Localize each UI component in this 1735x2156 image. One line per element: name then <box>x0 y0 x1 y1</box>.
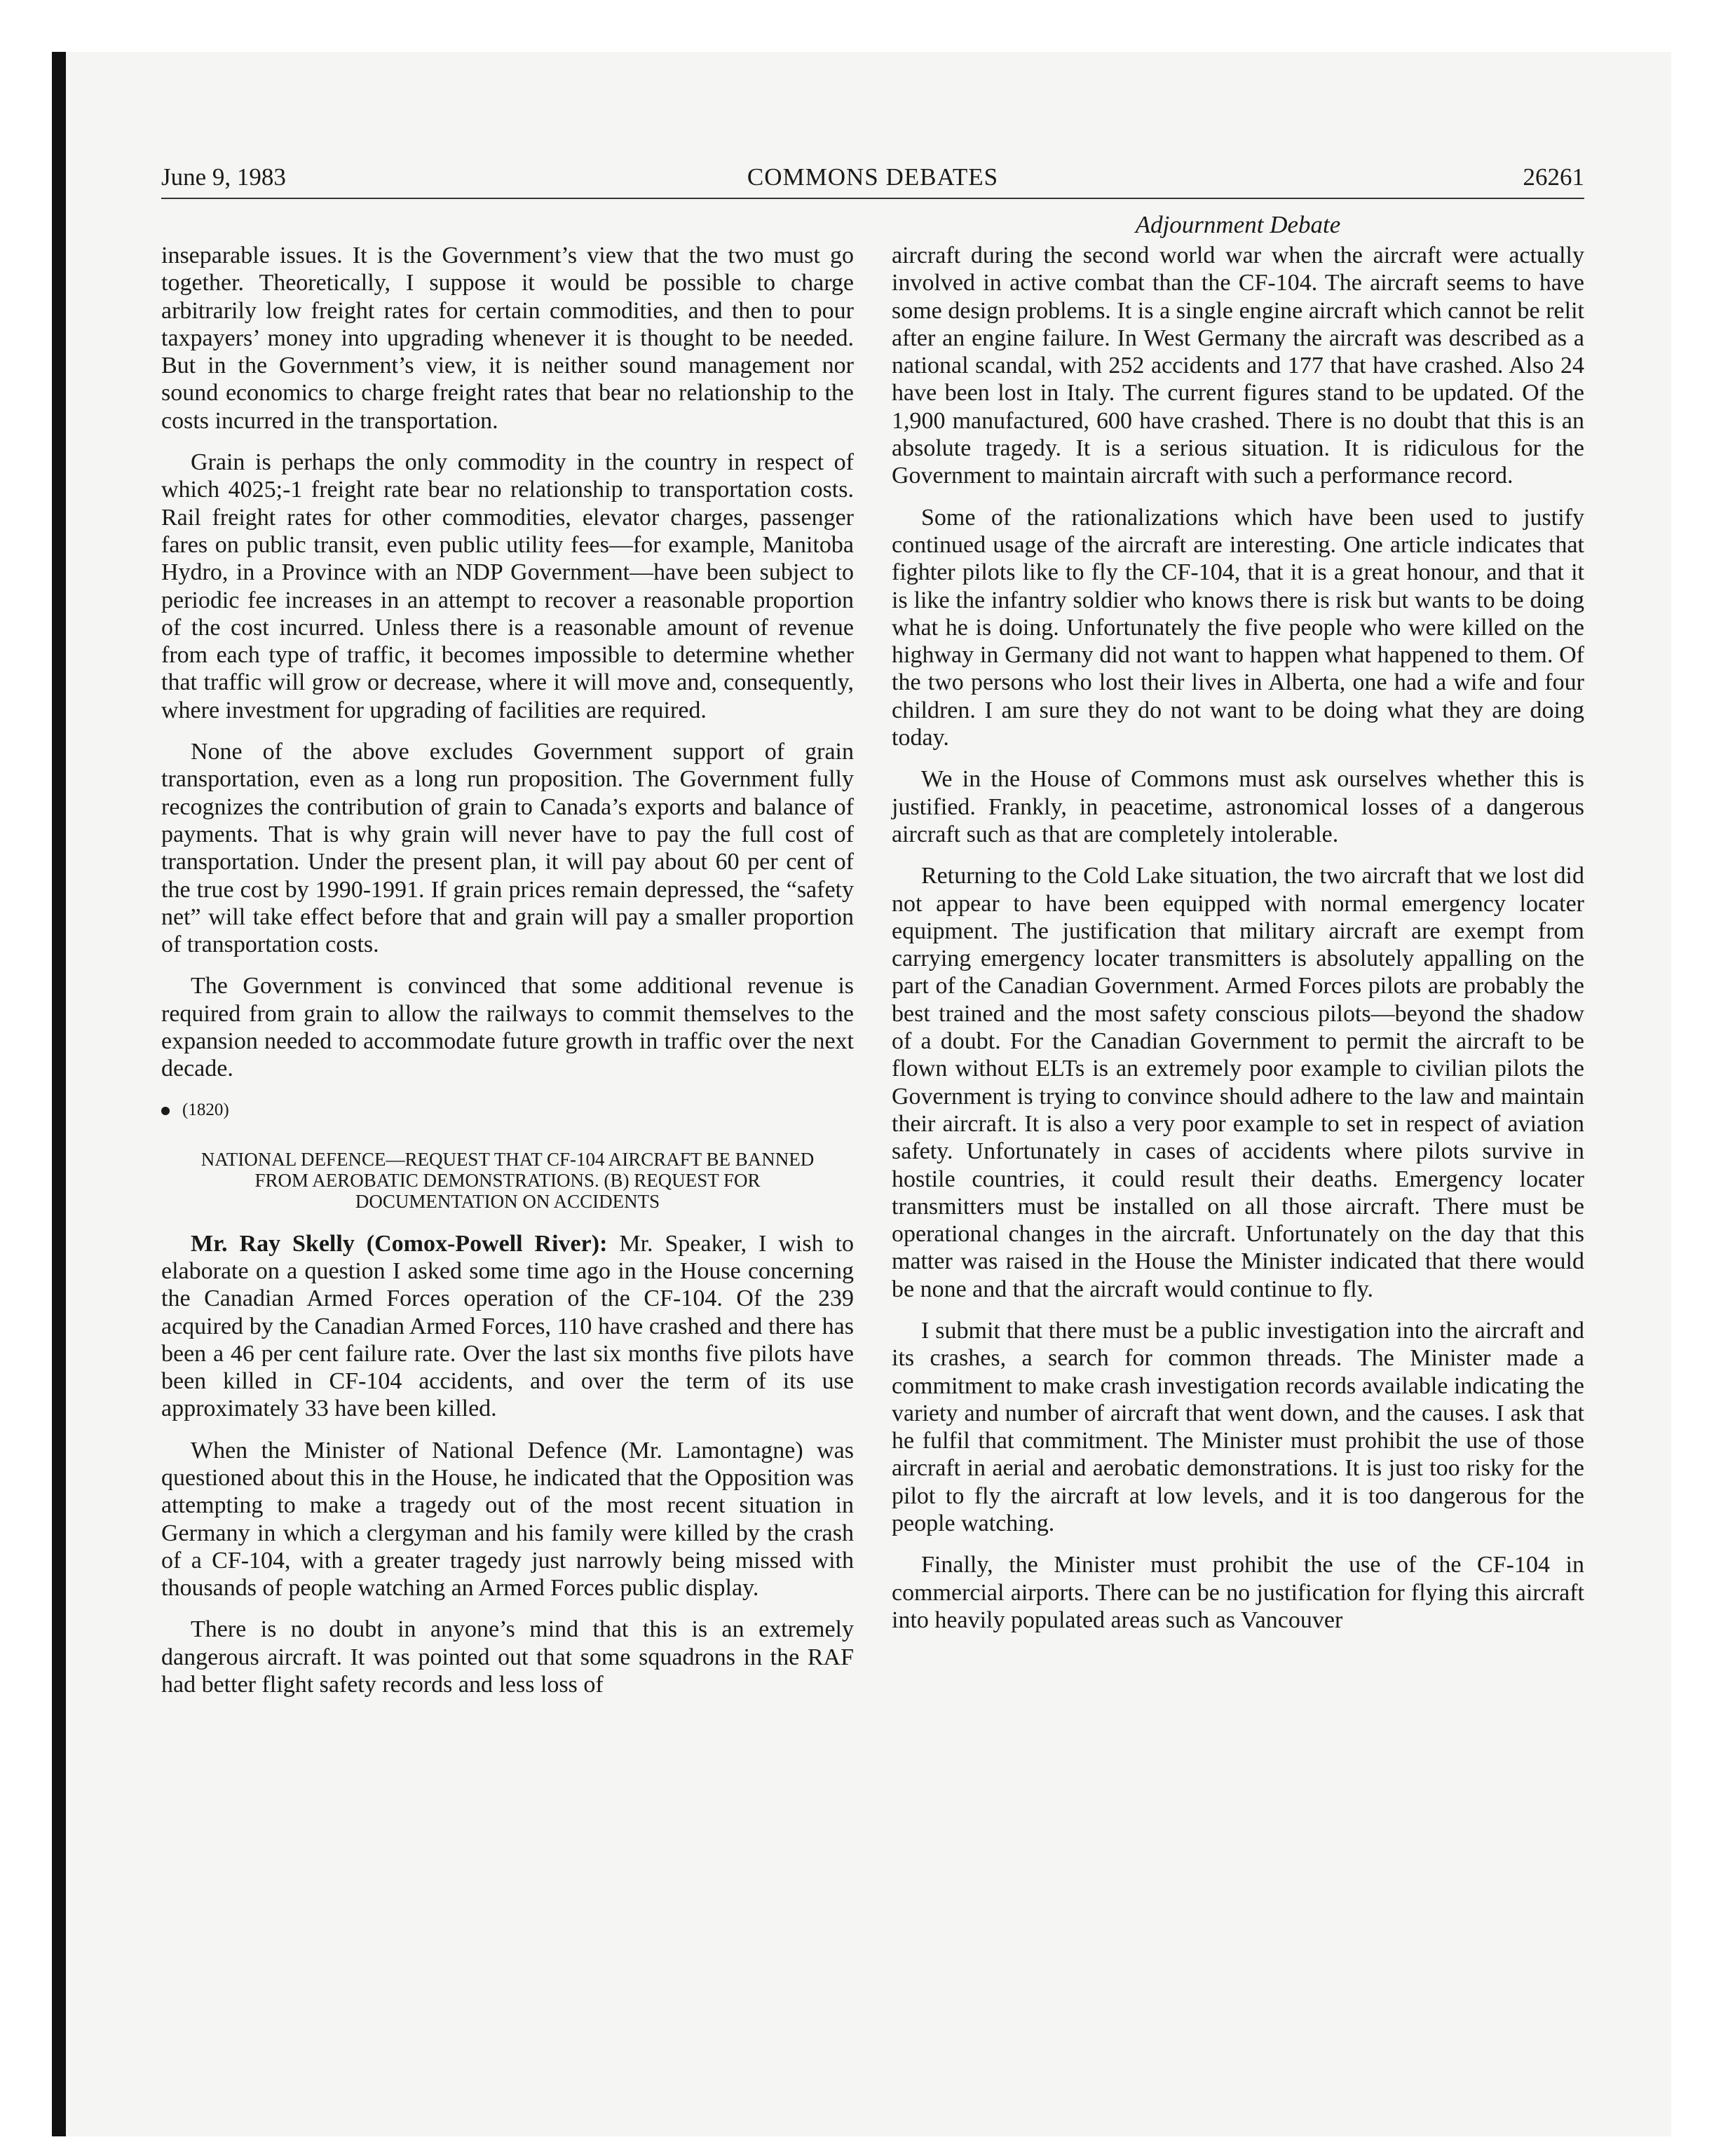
paragraph: There is no doubt in anyone’s mind that this is an extremely dangerous aircraft. It was pointed out that some squadrons in the RAF had better flight safety records and less loss of <box>161 1616 854 1698</box>
speaker-paragraph <box>161 1230 854 1423</box>
section-label: Adjournment Debate <box>1135 211 1341 238</box>
page-header <box>161 160 1584 199</box>
paragraph: aircraft during the second world war when the aircraft were actually involved in active combat than the CF-104. The aircraft seems to have some design problems. It is a single engine aircraft which cannot be relit after an engine failure. In West Germany the aircraft was described as a national scandal, with 252 accidents and 177 that have crashed. Also 24 have been lost in Italy. The current figures stand to be updated. Of the 1,900 manufactured, 600 have crashed. There is no doubt that this is an absolute tragedy. It is a serious situation. It is ridiculous for the Government to maintain aircraft with such a performance record. <box>892 243 1584 489</box>
paragraph: I submit that there must be a public investigation into the aircraft and its crashes, a search for common threads. The Minister made a commitment to make crash investigation records available indicating the variety and number of aircraft that went down, and the causes. I ask that he fulfil that commitment. The Minister must prohibit the use of those aircraft in aerial and aerobatic demonstrations. It is just too risky for the pilot to fly the aircraft at low levels, and it is too dangerous for the people watching. <box>892 1317 1584 1537</box>
paragraph: None of the above excludes Government support of grain transportation, even as a long run proposition. The Government fully recognizes the contribution of grain to Canada’s exports and balance of payments. That is why grain will never have to pay the full cost of transportation. Under the present plan, it will pay about 60 per cent of the true cost by 1990-1991. If grain prices remain depressed, the “safety net” will take effect before that and grain will pay a smaller proportion of transportation costs. <box>161 739 854 958</box>
header-date: June 9, 1983 <box>161 163 286 191</box>
time-stamp-text: (1820) <box>182 1100 229 1119</box>
paragraph: We in the House of Commons must ask ourselves whether this is justified. Frankly, in peacetime, astronomical losses of a dangerous aircraft such as that are completely intolerable. <box>892 766 1584 847</box>
speaker-text: Mr. Speaker, I wish to elaborate on a question I asked some time ago in the House concerning the Canadian Armed Forces operation of the CF-104. Of the 239 acquired by the Canadian Armed Forces, 110 have crashed and there has been a 46 per cent failure rate. Over the last six months five pilots have been killed in CF-104 accidents, and over the term of its use approximately 33 have been killed. <box>161 1230 854 1422</box>
header-publication-title: COMMONS DEBATES <box>747 163 999 191</box>
scan-edge-bar <box>52 52 66 2136</box>
paragraph: Some of the rationalizations which have been used to justify continued usage of the aircraft are interesting. One article indicates that fighter pilots like to fly the CF-104, that it is a great honour, and that it is like the infantry soldier who knows there is risk but wants to be doing what he is doing. Unfortunately the five people who were killed on the highway in Germany did not want to happen what happened to them. Of the two persons who lost their lives in Alberta, one had a wife and four children. I am sure they do not want to be doing what they are doing today. <box>892 504 1584 751</box>
debate-heading: NATIONAL DEFENCE—REQUEST THAT CF-104 AIRCRAFT BE BANNED FROM AEROBATIC DEMONSTRATIONS. (B) REQUEST FOR DOCUMENTATION ON ACCIDENTS <box>200 1148 815 1212</box>
paragraph: inseparable issues. It is the Government’s view that the two must go together. Theoretically, I suppose it would be possible to charge arbitrarily low freight rates for certain commodities, and then to pour taxpayers’ money into upgrading whenever it is thought to be needed. But in the Government’s view, it is neither sound management nor sound economics to charge freight rates that bear no relationship to the costs incurred in the transportation. <box>161 243 854 434</box>
paragraph: Finally, the Minister must prohibit the use of the CF-104 in commercial airports. There can be no justification for flying this aircraft into heavily populated areas such as Vancouver <box>892 1552 1584 1633</box>
time-stamp <box>161 1100 854 1121</box>
speaker-name: Mr. Ray Skelly (Comox-Powell River): <box>191 1230 608 1257</box>
right-column <box>892 242 1584 1648</box>
paragraph: Returning to the Cold Lake situation, the two aircraft that we lost did not appear to have been equipped with normal emergency locater equipment. The justification that military aircraft are exempt from carrying emergency locater transmitters is absolutely appalling on the part of the Canadian Government. Armed Forces pilots are probably the best trained and the most safety conscious pilots—beyond the shadow of a doubt. For the Canadian Government to permit the aircraft to be flown without ELTs is an extremely poor example to civilian pilots the Government is trying to convince should adhere to the law and maintain their aircraft. It is also a very poor example to set in respect of aviation safety. Unfortunately in cases of accidents where pilots survive in hostile countries, it could result their deaths. Emergency locater transmitters must be installed on all those aircraft. There must be operational changes in the aircraft. Unfortunately on the day that this matter was raised in the House the Minister indicated that there would be none and that the aircraft would continue to fly. <box>892 863 1584 1302</box>
paragraph: The Government is convinced that some additional revenue is required from grain to allow the railways to commit themselves to the expansion needed to accommodate future growth in traffic over the next decade. <box>161 973 854 1082</box>
bullet-icon <box>161 1107 170 1115</box>
header-page-number: 26261 <box>1523 163 1584 191</box>
paragraph: When the Minister of National Defence (Mr. Lamontagne) was questioned about this in the House, he indicated that the Opposition was attempting to make a tragedy out of the most recent situation in Germany in which a clergyman and his family were killed by the crash of a CF-104, with a greater tragedy just narrowly being missed with thousands of people watching an Armed Forces public display. <box>161 1437 854 1602</box>
left-column <box>161 242 854 1712</box>
paragraph: Grain is perhaps the only commodity in the country in respect of which 4025;-1 freight rate bear no relationship to transportation costs. Rail freight rates for other commodities, elevator charges, passenger fares on public transit, even public utility fees—for example, Manitoba Hydro, in a Province with an NDP Government—have been subject to periodic fee increases in an attempt to recover a reasonable proportion of the cost incurred. Unless there is a reasonable amount of revenue from each type of traffic, it becomes impossible to determine whether that traffic will grow or decrease, where it will move and, consequently, where investment for upgrading of facilities are required. <box>161 449 854 723</box>
